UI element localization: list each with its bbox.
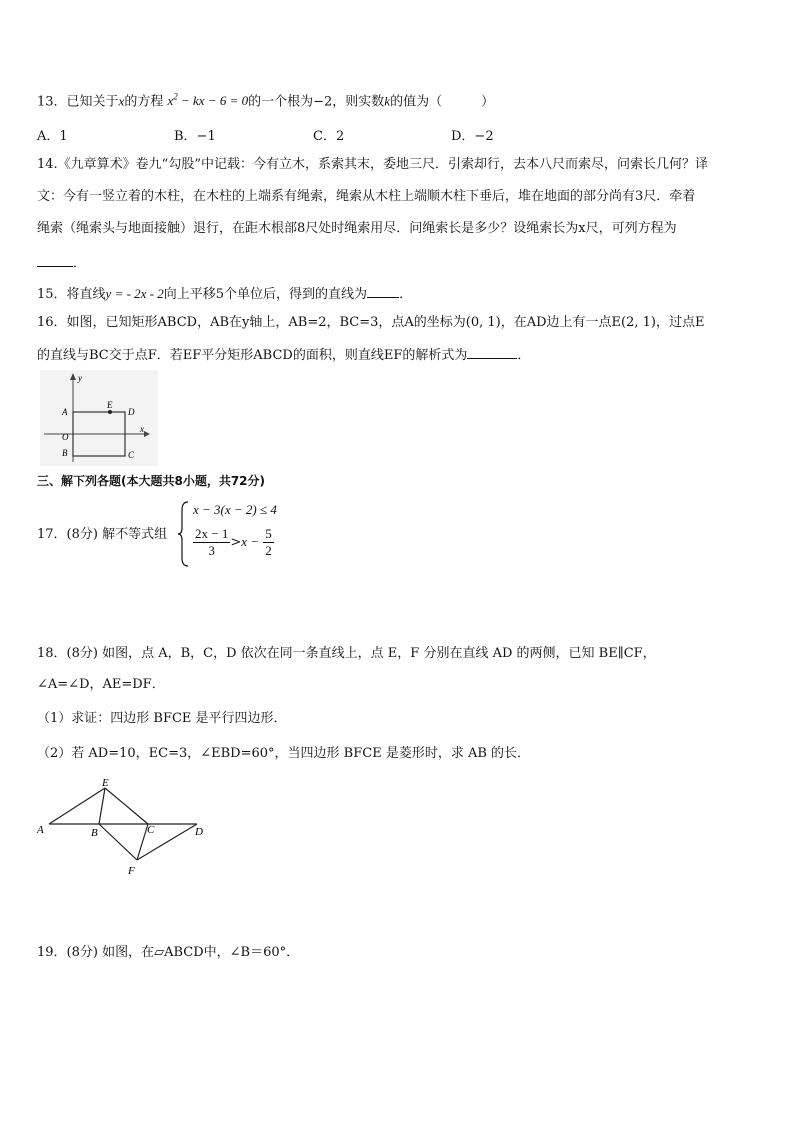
section-3-title: 三、解下列各题(本大题共8小题，共72分) xyxy=(37,474,266,488)
q16-label-o: O xyxy=(62,432,69,442)
q16-label-d: D xyxy=(128,407,135,417)
q18-label-d: D xyxy=(195,826,203,838)
q16-label-b: B xyxy=(62,448,68,458)
q13-option-b: B．−1 xyxy=(174,129,216,144)
q16-label-a: A xyxy=(62,407,68,417)
q17-prefix: 17．(8分) 解不等式组 xyxy=(37,527,168,542)
q16-line-1: 16．如图，已知矩形ABCD，AB在y轴上，AB=2，BC=3，点A的坐标为(0, 1)，在AD边上有一点E(2, 1)，过点E xyxy=(37,315,705,330)
q13-option-a: A．1 xyxy=(37,129,68,144)
q17-brace xyxy=(177,500,191,568)
q16-figure-background xyxy=(40,370,158,466)
q17-inequality-1: x − 3(x − 2) ≤ 4 xyxy=(193,502,277,517)
q15-answer-blank xyxy=(367,283,399,298)
q13-option-c: C．2 xyxy=(313,129,345,144)
q18-figure xyxy=(35,778,215,878)
q17-inequality-2: $\frac{2x - 1}{3}$ >x − $\frac{5}{2}$ xyxy=(195,526,272,558)
q18-label-f: F xyxy=(128,865,135,877)
q14-line-3: 绳索（绳索头与地面接触）退行，在距木根部8尺处时绳索用尽．问绳索长是多少？设绳索长为x尺，可列方程为 xyxy=(37,221,677,236)
q13-equation: $x^2$ − kx − 6 = 0 xyxy=(167,92,249,109)
q19-stem: 19．(8分) 如图，在▱ABCD中，∠B＝60°． xyxy=(37,945,300,960)
q15-stem: 15．将直线y = - 2x - 2向上平移5个单位后，得到的直线为 ． xyxy=(37,283,412,304)
q16-label-e: E xyxy=(107,400,113,410)
q16-label-x: x xyxy=(140,424,144,434)
q16-label-c: C xyxy=(128,450,135,460)
q14-answer-line: ． xyxy=(37,252,86,273)
q13-stem: 13．已知关于x的方程 $x^2$ − kx − 6 = 0的一个根为−2，则实数k的值为（ ） xyxy=(37,92,495,110)
q13-option-d: D．−2 xyxy=(451,129,494,144)
q16-figure xyxy=(40,370,158,466)
q16-point-e xyxy=(108,410,112,414)
q18-line-1: 18．(8分) 如图，点 A，B，C，D 依次在同一条直线上，点 E，F 分别在直线 AD 的两侧，已知 BE∥CF， xyxy=(37,646,656,661)
q18-segment-bf xyxy=(99,824,137,860)
q18-subquestion-1: （1）求证：四边形 BFCE 是平行四边形． xyxy=(37,711,287,726)
q14-line-2: 文：今有一竖立着的木柱，在木柱的上端系有绳索，绳索从木柱上端顺木柱下垂后，堆在地面的部分尚有3尺．牵着 xyxy=(37,189,696,204)
q14-answer-blank xyxy=(37,252,73,267)
q16-line-2: 的直线与BC交于点F．若EF平分矩形ABCD的面积，则直线EF的解析式为 ． xyxy=(37,344,530,365)
q18-segment-be xyxy=(99,788,105,824)
q18-label-e: E xyxy=(102,778,109,789)
q18-label-b: B xyxy=(91,827,98,839)
q18-subquestion-2: （2）若 AD=10，EC=3，∠EBD=60°，当四边形 BFCE 是菱形时，求 AB 的长． xyxy=(37,746,531,761)
q18-label-a: A xyxy=(37,824,44,836)
q16-label-y: y xyxy=(78,373,82,383)
q18-segment-ae xyxy=(49,788,105,824)
q18-label-c: C xyxy=(147,824,155,836)
q16-answer-blank xyxy=(467,344,517,359)
q14-line-1: 14.《九章算术》卷九“勾股”中记载：今有立木，系索其末，委地三尺．引索却行，去本八尺而索尽，问索长几何？译 xyxy=(37,157,708,172)
q18-line-2: ∠A=∠D，AE=DF． xyxy=(37,677,165,692)
q18-segment-ce xyxy=(105,788,148,824)
